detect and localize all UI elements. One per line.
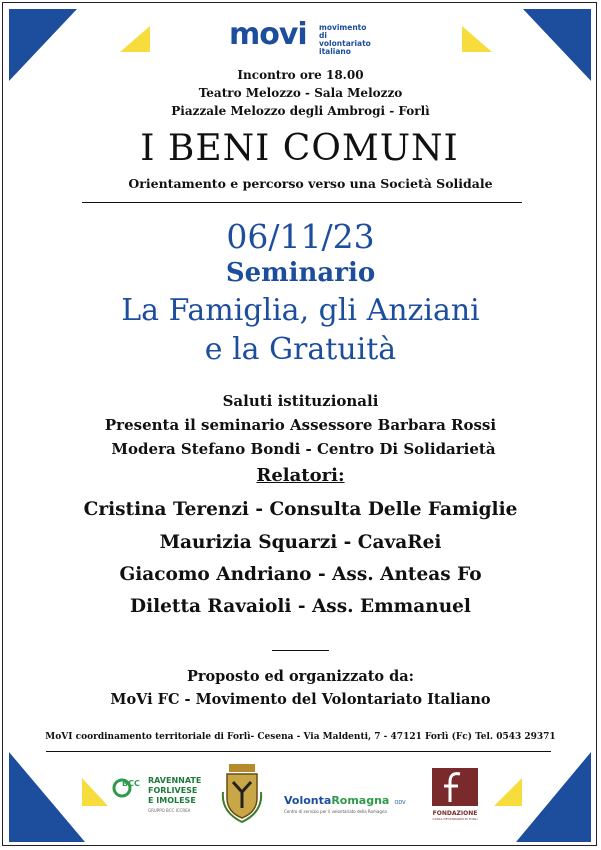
speaker: Cristina Terenzi - Consulta Delle Famiglie	[83, 499, 518, 520]
speakers-heading: Relatori:	[256, 465, 345, 486]
moderator: Modera Stefano Bondi - Centro Di Solidarietà	[111, 440, 496, 458]
seminar-topic-line2: e la Gratuità	[204, 332, 397, 367]
event-address: Piazzale Melozzo degli Ambrogi - Forlì	[171, 104, 430, 118]
volontaromagna-suffix: ODV	[394, 800, 406, 806]
volontaromagna-sub: Centro di servizio per il volontariato della Romagna	[284, 809, 387, 814]
presenter: Presenta il seminario Assessore Barbara Rossi	[104, 416, 497, 434]
speaker: Giacomo Andriano - Ass. Anteas Fo	[119, 564, 482, 585]
organizer-name: MoVi FC - Movimento del Volontariato Italiano	[110, 691, 491, 708]
seminar-label: Seminario	[225, 258, 376, 288]
bcc-logo	[112, 776, 202, 818]
divider-top	[82, 202, 522, 203]
movi-logo-tagline: movimento di volontariato italiano	[319, 23, 371, 56]
speaker: Maurizia Squarzi - CavaRei	[159, 532, 442, 553]
fondazione-f-icon	[432, 768, 478, 806]
corner-bottom-left-yellow	[80, 776, 110, 810]
volontaromagna-name-a: Volonta	[284, 794, 332, 807]
event-venue: Teatro Melozzo - Sala Melozzo	[198, 86, 403, 100]
movi-logo	[229, 17, 379, 56]
subtitle: Orientamento e percorso verso una Società Solidale	[128, 176, 493, 191]
bcc-name: RAVENNATE FORLIVESE E IMOLESE	[148, 776, 202, 805]
fondazione-sub: CASSA DEI RISPARMI DI FORLÌ	[432, 817, 478, 821]
bcc-mark: BCC	[122, 779, 140, 788]
corner-bottom-left	[9, 752, 89, 844]
corner-top-left-yellow	[116, 24, 152, 54]
volontaromagna-name-b: Romagna	[331, 794, 390, 807]
fondazione-logo	[432, 768, 478, 820]
corner-top-right-yellow	[460, 24, 496, 54]
bcc-sub: GRUPPO BCC ICCREA	[148, 808, 191, 813]
event-time: Incontro ore 18.00	[237, 68, 364, 82]
greetings: Saluti istituzionali	[222, 392, 379, 410]
organizer-label: Proposto ed organizzato da:	[186, 668, 415, 685]
divider-footer	[46, 751, 551, 752]
corner-bottom-right	[516, 752, 593, 844]
speaker: Diletta Ravaioli - Ass. Emmanuel	[130, 596, 471, 617]
footer-contact: MoVI coordinamento territoriale di Forlì- Cesena - Via Maldenti, 7 - 47121 Forlì (Fc) Tel. 0543 29371	[45, 732, 556, 742]
fondazione-label: FONDAZIONE	[432, 810, 478, 817]
seminar-date: 06/11/23	[226, 217, 375, 256]
volontaromagna-logo	[284, 789, 414, 819]
main-title: I BENI COMUNI	[140, 128, 459, 169]
seminar-topic-line1: La Famiglia, gli Anziani	[121, 293, 480, 328]
corner-bottom-right-yellow	[490, 776, 524, 810]
divider-short	[272, 650, 329, 651]
movi-logo-word: movi	[229, 17, 307, 52]
forli-coat-of-arms-icon	[219, 762, 265, 824]
